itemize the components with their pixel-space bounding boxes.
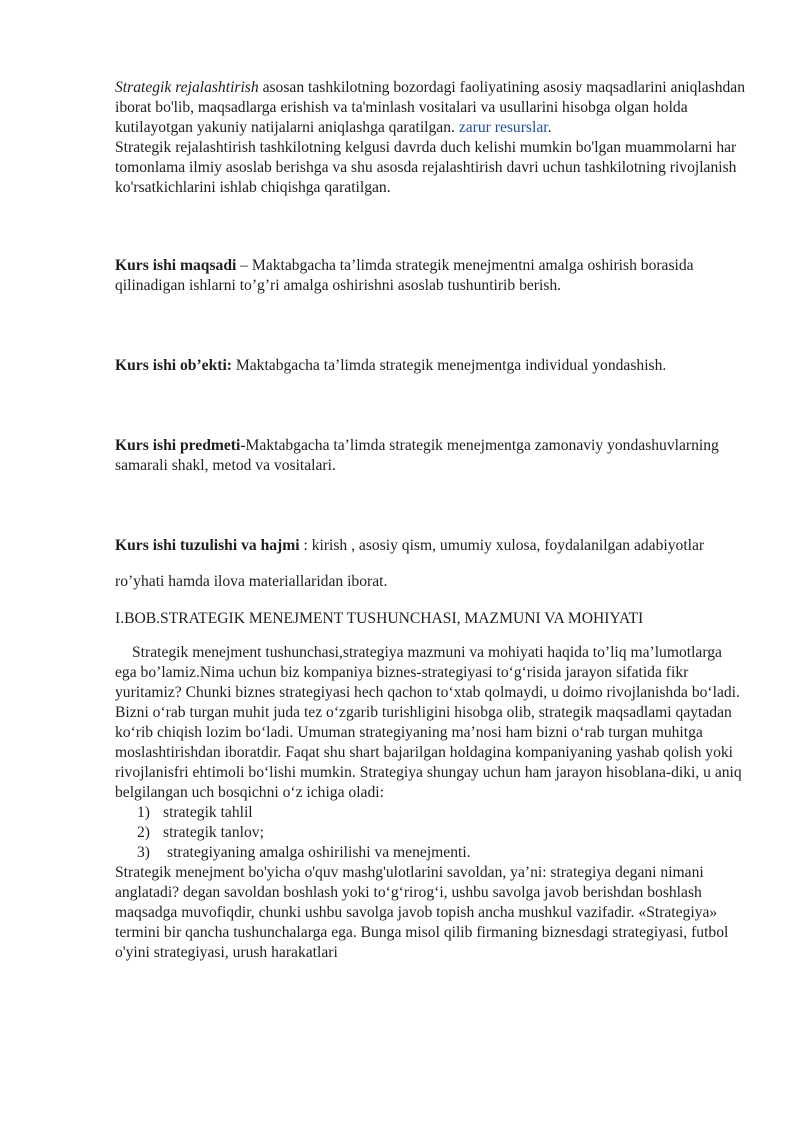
- intro-paragraph-1: [115, 78, 747, 138]
- structure-text: : kirish , asosiy qism, umumiy xulosa, foydalanilgan adabiyotlar: [299, 537, 705, 554]
- closing-paragraph: Strategik menejment bo'yicha o'quv mashg'ulotlarini savoldan, ya’ni: strategiya degani nimani anglatadi? degan savoldan boshlash yoki to‘g‘rirog‘i, ushbu savolga javob berishdan boshlash maqsadga muvofiqdir, chunki ushbu savolga javob topish ancha mushkul vazifadir. «Strategiya» termini bir qancha tushunchalarga ega. Bunga misol qilib firmaning biznesdagi strategiyasi, futbol o'yini strategiyasi, urush harakatlari: [115, 864, 729, 961]
- object-paragraph: [115, 356, 747, 376]
- list-text: strategik tahlil: [163, 804, 253, 821]
- stages-list: [115, 803, 747, 863]
- list-number: 2): [137, 824, 150, 841]
- spacer: [115, 592, 747, 609]
- subject-paragraph: [115, 436, 747, 476]
- structure-label: Kurs ishi tuzulishi va hajmi: [115, 537, 300, 554]
- structure-continuation: ro’yhati hamda ilova materiallaridan iborat.: [115, 573, 388, 590]
- subject-label: Kurs ishi predmeti: [115, 437, 241, 454]
- spacer: [115, 476, 747, 536]
- list-item: [115, 823, 747, 843]
- intro-paragraph-2: Strategik rejalashtirish tashkilotning kelgusi davrda duch kelishi mumkin bo'lgan muammolarni har tomonlama ilmiy asoslab berishga va shu asosda rejalashtirish davri uchun tashkilotning rivojlanish ko'rsatkichlarini ishlab chiqishga qaratilgan.: [115, 139, 737, 196]
- list-item: [115, 803, 747, 823]
- structure-paragraph: [115, 536, 747, 556]
- list-item: [115, 843, 747, 863]
- list-text: strategiyaning amalga oshirilishi va menejmenti.: [167, 844, 471, 861]
- goal-paragraph: [115, 256, 747, 296]
- list-text: strategik tanlov;: [163, 824, 264, 841]
- subject-text: -Maktabgacha ta’limda strategik menejmentga zamonaviy yondashuvlarning samarali shakl, metod va vositalari.: [115, 437, 719, 474]
- goal-text: – Maktabgacha ta’limda strategik menejmentni amalga oshirish borasida qilinadigan ishlarni to’g’ri amalga oshirishni asoslab tushuntirib berish.: [115, 257, 694, 294]
- spacer: [115, 629, 747, 643]
- spacer: [115, 296, 747, 356]
- object-label: Kurs ishi ob’ekti:: [115, 357, 232, 374]
- intro-term: Strategik rejalashtirish: [115, 79, 259, 96]
- resources-link[interactable]: zarur resurslar: [458, 119, 548, 136]
- spacer: [115, 556, 747, 572]
- document-page: [115, 78, 747, 963]
- list-number: 3): [137, 844, 150, 861]
- list-number: 1): [137, 804, 150, 821]
- chapter-paragraph: Strategik menejment tushunchasi,strategiya mazmuni va mohiyati haqida to’liq ma’lumotlarga ega bo’lamiz.Nima uchun biz kompaniya biznes-strategiyasi to‘g‘risida jarayon sifatida fikr yuritamiz? Chunki biznes strategiyasi hech qachon to‘xtab qolmaydi, u doimo rivojlanishda bo‘ladi. Bizni o‘rab turgan muhit juda tez o‘zgarib turishligini hisobga olib, strategik maqsadlami qaytadan ko‘rib chiqish lozim bo‘ladi. Umuman strategiyaning ma’nosi ham bizni o‘rab turgan muhitga moslashtirishdan iboratdir. Faqat shu shart bajarilgan holdagina kompaniyaning yashab qolish yoki rivojlanisfri ehtimoli bo‘lishi mumkin. Strategiya shungay uchun ham jarayon hisoblana-diki, u aniq belgilangan uch bosqichni o‘z ichiga oladi:: [115, 644, 742, 801]
- object-text: Maktabgacha ta’limda strategik menejmentga individual yondashish.: [231, 357, 667, 374]
- intro-period: .: [547, 119, 552, 136]
- chapter-heading: I.BOB.STRATEGIK MENEJMENT TUSHUNCHASI, MAZMUNI VA MOHIYATI: [115, 610, 644, 627]
- goal-label: Kurs ishi maqsadi: [115, 257, 237, 274]
- intro-text: asosan tashkilotning bozordagi faoliyatining asosiy maqsadlarini aniqlashdan iborat bo'lib, maqsadlarga erishish va ta'minlash vositalari va usullarini hisobga olgan holda kutilayotgan yakuniy natijalarni aniqlashga qaratilgan.: [115, 79, 746, 136]
- spacer: [115, 376, 747, 436]
- spacer: [115, 198, 747, 256]
